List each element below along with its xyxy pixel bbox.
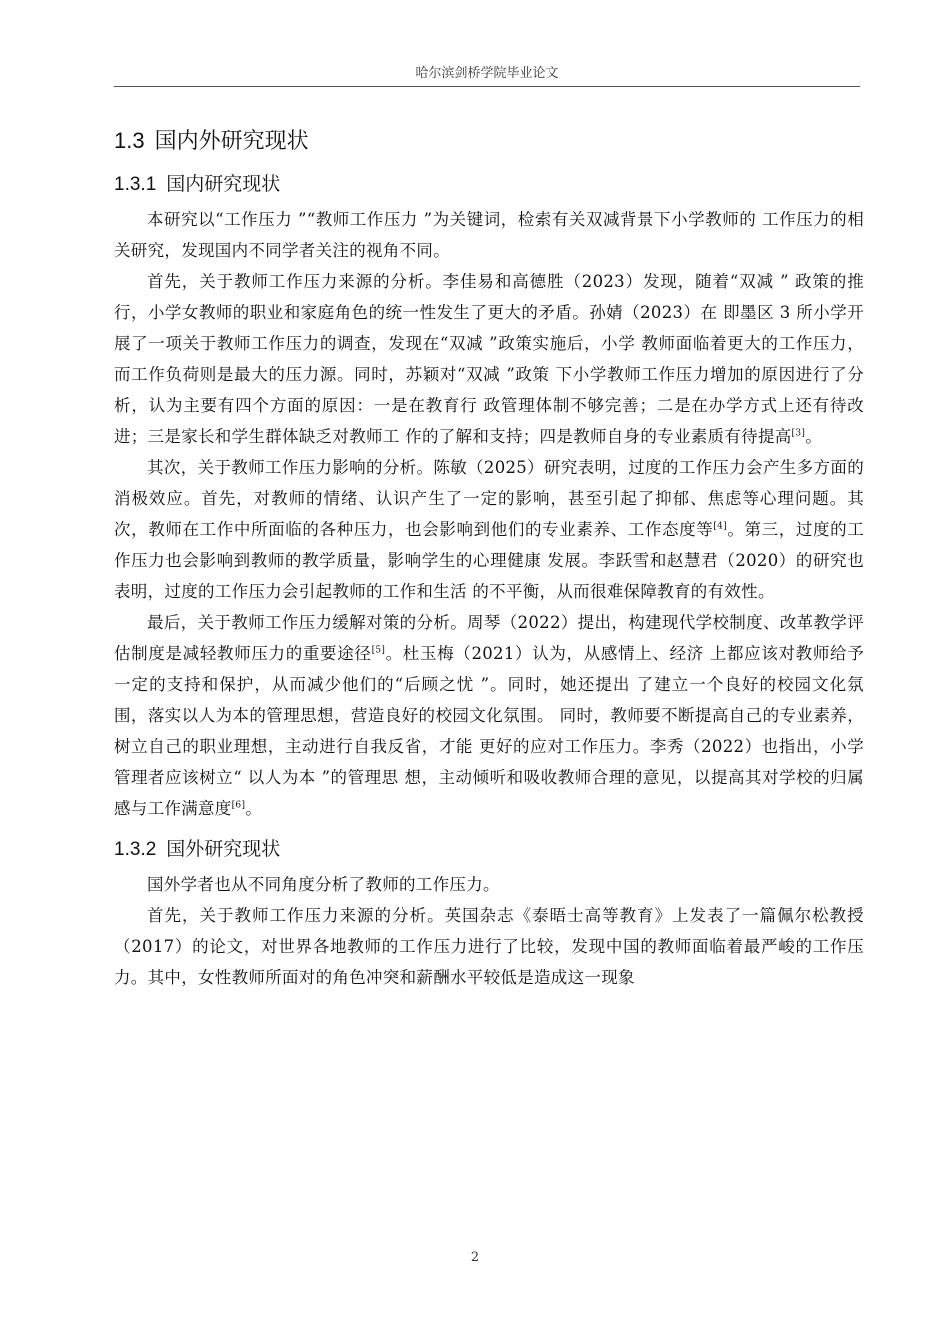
paragraph-3-text-b: 。第三，过度的工作压力也会影响到教师的教学质量，影响学生的心理健康 发展。李跃雪和赵慧君（2020）的研究也表明，过度的工作压力会引起教师的工作和生活 的不平衡，从而很难保障教育的有效性。 xyxy=(114,520,865,601)
paragraph-4-text-b: 。杜玉梅（2021）认为，从感情上、经济 上都应该对教师给予一定的支持和保护，从而减少他们的“后顾之忧 ”。同时，她还提出 了建立一个良好的校园文化氛围，落实以人为本的管理思想，营造良好的校园文化氛围。 同时，教师要不断提高自己的专业素养，树立自己的职业理想，主动进行自我反省，才能 更好的应对工作压力。李秀（2022）也指出，小学管理者应该树立“ 以人为本 ”的管理思 想，主动倾听和吸收教师合理的意见，以提高其对学校的归属感与工作满意度 xyxy=(114,644,864,818)
paragraph-3 xyxy=(114,452,864,607)
subsection-number: 1.3.2 xyxy=(114,839,157,860)
section-number: 1.3 xyxy=(114,128,145,153)
citation-3: [3] xyxy=(791,428,806,439)
page-number: 2 xyxy=(470,1250,480,1265)
section-title: 国内外研究现状 xyxy=(154,129,309,154)
page-header: 哈尔滨剑桥学院毕业论文 xyxy=(415,66,559,81)
paragraph-2-text: 首先，关于教师工作压力来源的分析。李佳易和高德胜（2023）发现，随着“双减 ” 政策的推行，小学女教师的职业和家庭角色的统一性发生了更大的矛盾。孙婧（2023）在 即墨区 3 所小学开展了一项关于教师工作压力的调查，发现在“双减 ”政策实施后，小学 教师面临着更大的工作压力，而工作负荷则是最大的压力源。同时，苏颖对“双减 ”政策 下小学教师工作压力增加的原因进行了分析，认为主要有四个方面的原因：一是在教育行 政管理体制不够完善；二是在办学方式上还有待改进；三是家长和学生群体缺乏对教师工 作的了解和支持；四是教师自身的专业素质有待提高 xyxy=(114,272,864,446)
subsection-title: 国外研究现状 xyxy=(166,838,281,860)
page-body xyxy=(114,118,864,993)
citation-6: [6] xyxy=(231,800,246,811)
paragraph-6: 首先，关于教师工作压力来源的分析。英国杂志《泰晤士高等教育》上发表了一篇佩尔松教授（2017）的论文，对世界各地教师的工作压力进行了比较，发现中国的教师面临着最严峻的工作压力。其中，女性教师所面对的角色冲突和薪酬水平较低是造成这一现象 xyxy=(114,906,864,987)
citation-5: [5] xyxy=(371,645,386,656)
paragraph-4 xyxy=(114,607,864,824)
paragraph-3-text-a: 其次，关于教师工作压力影响的分析。陈敏（2025）研究表明，过度的工作压力会产生多方面的消极效应。首先，对教师的情绪、认识产生了一定的影响，甚至引起了抑郁、焦虑等心理问题。其次，教师在工作中所面临的各种压力，也会影响到他们的专业素养、工作态度等 xyxy=(114,458,864,539)
header-rule xyxy=(114,86,860,87)
subsection-number: 1.3.1 xyxy=(114,174,157,195)
subsection-heading-foreign xyxy=(114,834,864,861)
citation-4: [4] xyxy=(713,521,728,532)
paragraph-4-end: 。 xyxy=(245,799,263,818)
section-heading xyxy=(114,124,864,155)
subsection-title: 国内研究现状 xyxy=(166,173,281,195)
paragraph-5: 国外学者也从不同角度分析了教师的工作压力。 xyxy=(147,875,500,894)
paragraph-2-end: 。 xyxy=(805,427,823,446)
subsection-heading-domestic xyxy=(114,169,864,196)
paragraph-1: 本研究以“工作压力 ”“教师工作压力 ”为关键词，检索有关双减背景下小学教师的 工作压力的相关研究，发现国内不同学者关注的视角不同。 xyxy=(114,210,864,260)
paragraph-4-text-a: 最后，关于教师工作压力缓解对策的分析。周琴（2022）提出，构建现代学校制度、改革教学评估制度是减轻教师压力的重要途径 xyxy=(114,613,864,663)
paragraph-2 xyxy=(114,266,864,452)
